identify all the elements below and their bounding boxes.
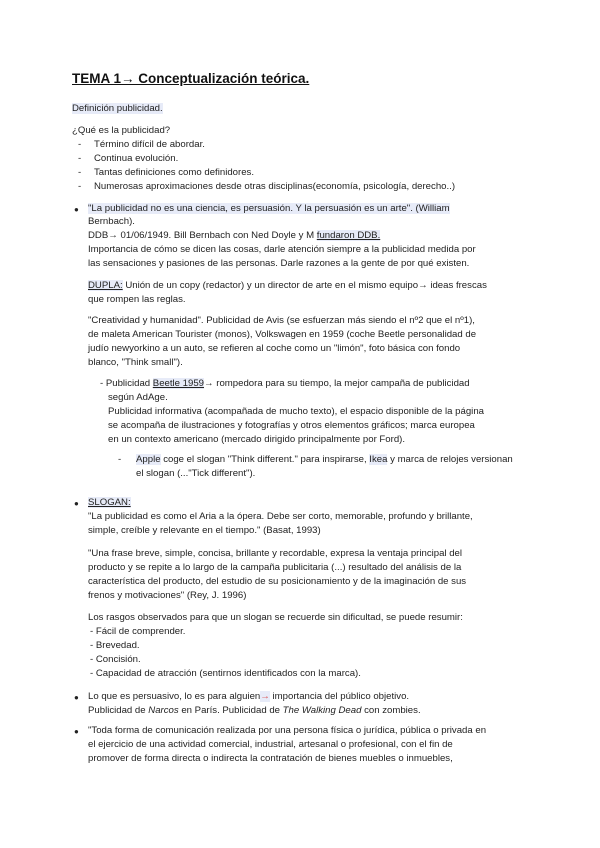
beetle-line-5: en un contexto americano (mercado dirigido principalmente por Ford). (108, 434, 406, 445)
beetle-line-4: se acompaña de ilustraciones y fotografías y otros elementos gráficos; marca europea (108, 420, 475, 431)
persuasivo-line-2 (88, 704, 421, 717)
legal-def-line-1: "Toda forma de comunicación realizada por una persona física o jurídica, pública o privada en (88, 725, 487, 736)
list-item: Tantas definiciones como definidores. (94, 167, 254, 178)
slogan-quote-2-line-3: característica del producto, del estudio de su posicionamiento y de la imaginación de sus (88, 576, 467, 587)
beetle-prefix: - Publicidad (100, 378, 153, 389)
persuasivo-text: Lo que es persuasivo, lo es para alguien (88, 691, 261, 702)
ddb-text: DDB→ 01/06/1949. Bill Bernbach con Ned Doyle y M (88, 230, 315, 241)
bullet-dot: ● (74, 727, 79, 736)
bullet-dot: ● (74, 499, 79, 508)
persuasivo-text-b: en París. Publicidad de (178, 705, 283, 716)
list-item: Numerosas aproximaciones desde otras disciplinas(economía, psicología, derecho..) (94, 181, 456, 192)
arrow-icon: → (260, 691, 270, 702)
dupla-line-1 (88, 279, 487, 292)
creatividad-line-4: blanco, "Think small"). (88, 357, 183, 368)
importancia-line-2: las sensaciones y pasiones de las personas. Darle razones a la gente de por qué existen. (88, 258, 470, 269)
creatividad-line-1: "Creatividad y humanidad". Publicidad de Avis (se esfuerzan más siendo el nº2 que el nº1), (88, 315, 475, 326)
beetle-line-2: según AdAge. (108, 392, 168, 403)
list-item: Término difícil de abordar. (94, 139, 205, 150)
beetle-link[interactable]: Beetle 1959 (152, 378, 205, 389)
dash-marker: - (78, 181, 82, 192)
apple-line-2: el slogan (..."Tick different"). (136, 468, 256, 479)
apple-line-1 (136, 453, 513, 466)
narcos-title: Narcos (148, 705, 179, 716)
apple-word: Apple (136, 454, 161, 465)
section-heading (72, 102, 163, 115)
persuasivo-line-1 (88, 690, 409, 703)
definicion-heading: Definición publicidad. (72, 103, 163, 114)
dupla-text: Unión de un copy (redactor) y un director de arte en el mismo equipo→ ideas frescas (122, 280, 487, 291)
rasgo-item: - Concisión. (90, 654, 141, 665)
slogan-quote-1-line-2: simple, creíble y relevante en el tiempo." (Basat, 1993) (88, 525, 321, 536)
slogan-heading (88, 496, 131, 509)
dash-marker: - (78, 167, 82, 178)
list-item: Continua evolución. (94, 153, 179, 164)
importancia-line-1: Importancia de cómo se dicen las cosas, darle atención siempre a la publicidad medida por (88, 244, 476, 255)
creatividad-line-2: de maleta American Tourister (monos), Volkswagen en 1959 (coche Beetle personalidad de (88, 329, 477, 340)
beetle-line-3: Publicidad informativa (acompañada de mucho texto), el espacio disponible de la página (108, 406, 484, 417)
slogan-quote-2-line-1: "Una frase breve, simple, concisa, brillante y recordable, expresa la ventaja principal del (88, 548, 463, 559)
slogan-quote-1-line-1: "La publicidad es como el Aria a la ópera. Debe ser corto, memorable, profundo y brillante, (88, 511, 473, 522)
creatividad-line-3: judío newyorkino a un auto, se refieren al coche como un "limón", foto básica con fondo (88, 343, 461, 354)
ddb-line (88, 229, 380, 242)
apple-text-end: y marca de relojes versionan (387, 454, 513, 465)
dupla-label: DUPLA: (88, 280, 123, 291)
bullet-dot: ● (74, 205, 79, 214)
dash-marker: - (78, 139, 82, 150)
twd-title: The Walking Dead (282, 705, 362, 716)
beetle-line-1 (100, 377, 470, 390)
legal-def-line-2: el ejercicio de una actividad comercial, industrial, artesanal o profesional, con el fin de (88, 739, 453, 750)
dupla-line-2: que rompen las reglas. (88, 294, 186, 305)
slogan-label: SLOGAN: (88, 497, 131, 508)
bernbach-quote-line: "La publicidad no es una ciencia, es persuasión. Y la persuasión es un arte". (William (88, 203, 450, 214)
page-title: TEMA 1→ Conceptualización teórica. (72, 71, 310, 86)
bernbach-quote-line-2: Bernbach). (88, 216, 135, 227)
slogan-quote-2-line-4: frenos y motivaciones" (Rey, J. 1996) (88, 590, 247, 601)
persuasivo-text-c: con zombies. (361, 705, 421, 716)
apple-text: coge el slogan "Think different." para inspirarse, (160, 454, 370, 465)
rasgos-intro: Los rasgos observados para que un slogan se recuerde sin dificultad, se puede resumir: (88, 612, 463, 623)
beetle-rest: → rompedora para su tiempo, la mejor campaña de publicidad (204, 378, 470, 389)
rasgo-item: - Brevedad. (90, 640, 140, 651)
legal-def-line-3: promover de forma directa o indirecta la contratación de bienes muebles o inmuebles, (88, 753, 453, 764)
rasgo-item: - Fácil de comprender. (90, 626, 186, 637)
question-text: ¿Qué es la publicidad? (72, 125, 171, 136)
persuasivo-rest: importancia del público objetivo. (269, 691, 410, 702)
bernbach-quote (88, 202, 450, 215)
bullet-dot: ● (74, 693, 79, 702)
ikea-word: Ikea (369, 454, 388, 465)
slogan-quote-2-line-2: producto y se repite a lo largo de la campaña publicitaria (...) resultado del análisis de la (88, 562, 462, 573)
ddb-link[interactable]: fundaron DDB. (316, 230, 381, 241)
dash-marker: - (118, 454, 122, 465)
dash-marker: - (78, 153, 82, 164)
rasgo-item: - Capacidad de atracción (sentirnos identificados con la marca). (90, 668, 361, 679)
persuasivo-text-a: Publicidad de (88, 705, 149, 716)
